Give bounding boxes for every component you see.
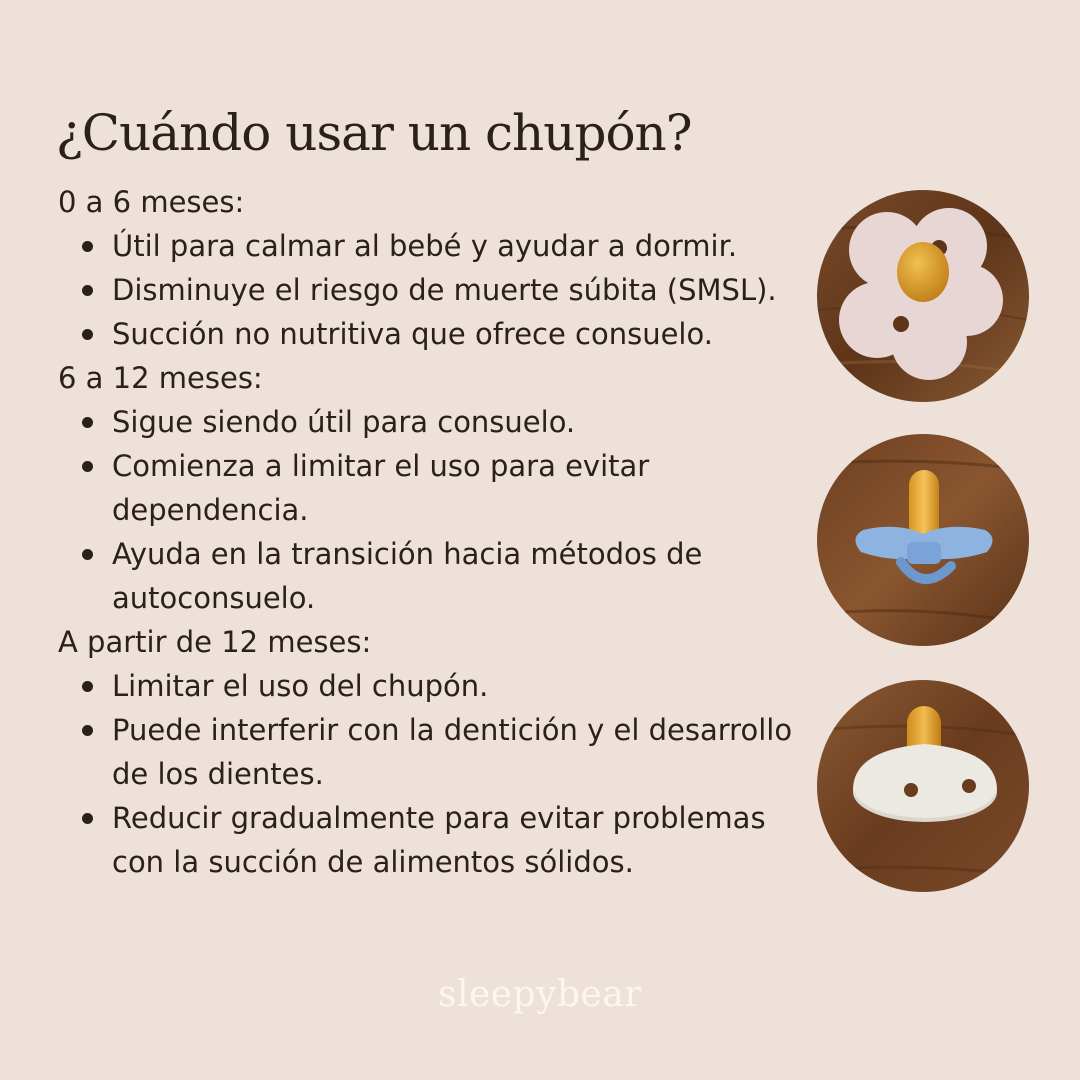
list-item-text: Disminuye el riesgo de muerte súbita (SMSL). [112, 273, 777, 307]
list-item-text: Útil para calmar al bebé y ayudar a dormir. [112, 229, 738, 263]
blue-pacifier-photo [817, 434, 1029, 646]
brand-logo: sleepybear [437, 974, 642, 1015]
bullet-icon [82, 329, 93, 340]
bullet-list [58, 664, 808, 884]
list-item [58, 268, 808, 312]
white-pacifier-photo [817, 680, 1029, 892]
list-item-text: Limitar el uso del chupón. [112, 669, 489, 703]
list-item-text: Puede interferir con la dentición y el desarrollo de los dientes. [112, 713, 793, 791]
list-item [58, 532, 808, 620]
list-item-text: Succión no nutritiva que ofrece consuelo. [112, 317, 713, 351]
list-item-text: Sigue siendo útil para consuelo. [112, 405, 576, 439]
bullet-icon [82, 549, 93, 560]
section-heading: A partir de 12 meses: [58, 625, 372, 659]
bullet-icon [82, 725, 93, 736]
list-item-text: Reducir gradualmente para evitar problemas con la succión de alimentos sólidos. [112, 801, 766, 879]
section-heading: 6 a 12 meses: [58, 361, 263, 395]
page-title: ¿Cuándo usar un chupón? [56, 104, 692, 162]
list-item [58, 708, 808, 796]
bullet-icon [82, 813, 93, 824]
section-12-plus-months [58, 620, 808, 884]
list-item [58, 444, 808, 532]
list-item [58, 664, 808, 708]
list-item [58, 224, 808, 268]
bullet-icon [82, 241, 93, 252]
bullet-icon [82, 417, 93, 428]
pink-flower-pacifier-photo [817, 190, 1029, 402]
list-item [58, 312, 808, 356]
bullet-list [58, 224, 808, 356]
bullet-list [58, 400, 808, 620]
list-item [58, 796, 808, 884]
bullet-icon [82, 681, 93, 692]
list-item [58, 400, 808, 444]
bullet-icon [82, 461, 93, 472]
section-6-12-months [58, 356, 808, 620]
section-0-6-months [58, 180, 808, 356]
content [58, 180, 808, 884]
bullet-icon [82, 285, 93, 296]
list-item-text: Comienza a limitar el uso para evitar dependencia. [112, 449, 650, 527]
section-heading: 0 a 6 meses: [58, 185, 245, 219]
list-item-text: Ayuda en la transición hacia métodos de autoconsuelo. [112, 537, 703, 615]
